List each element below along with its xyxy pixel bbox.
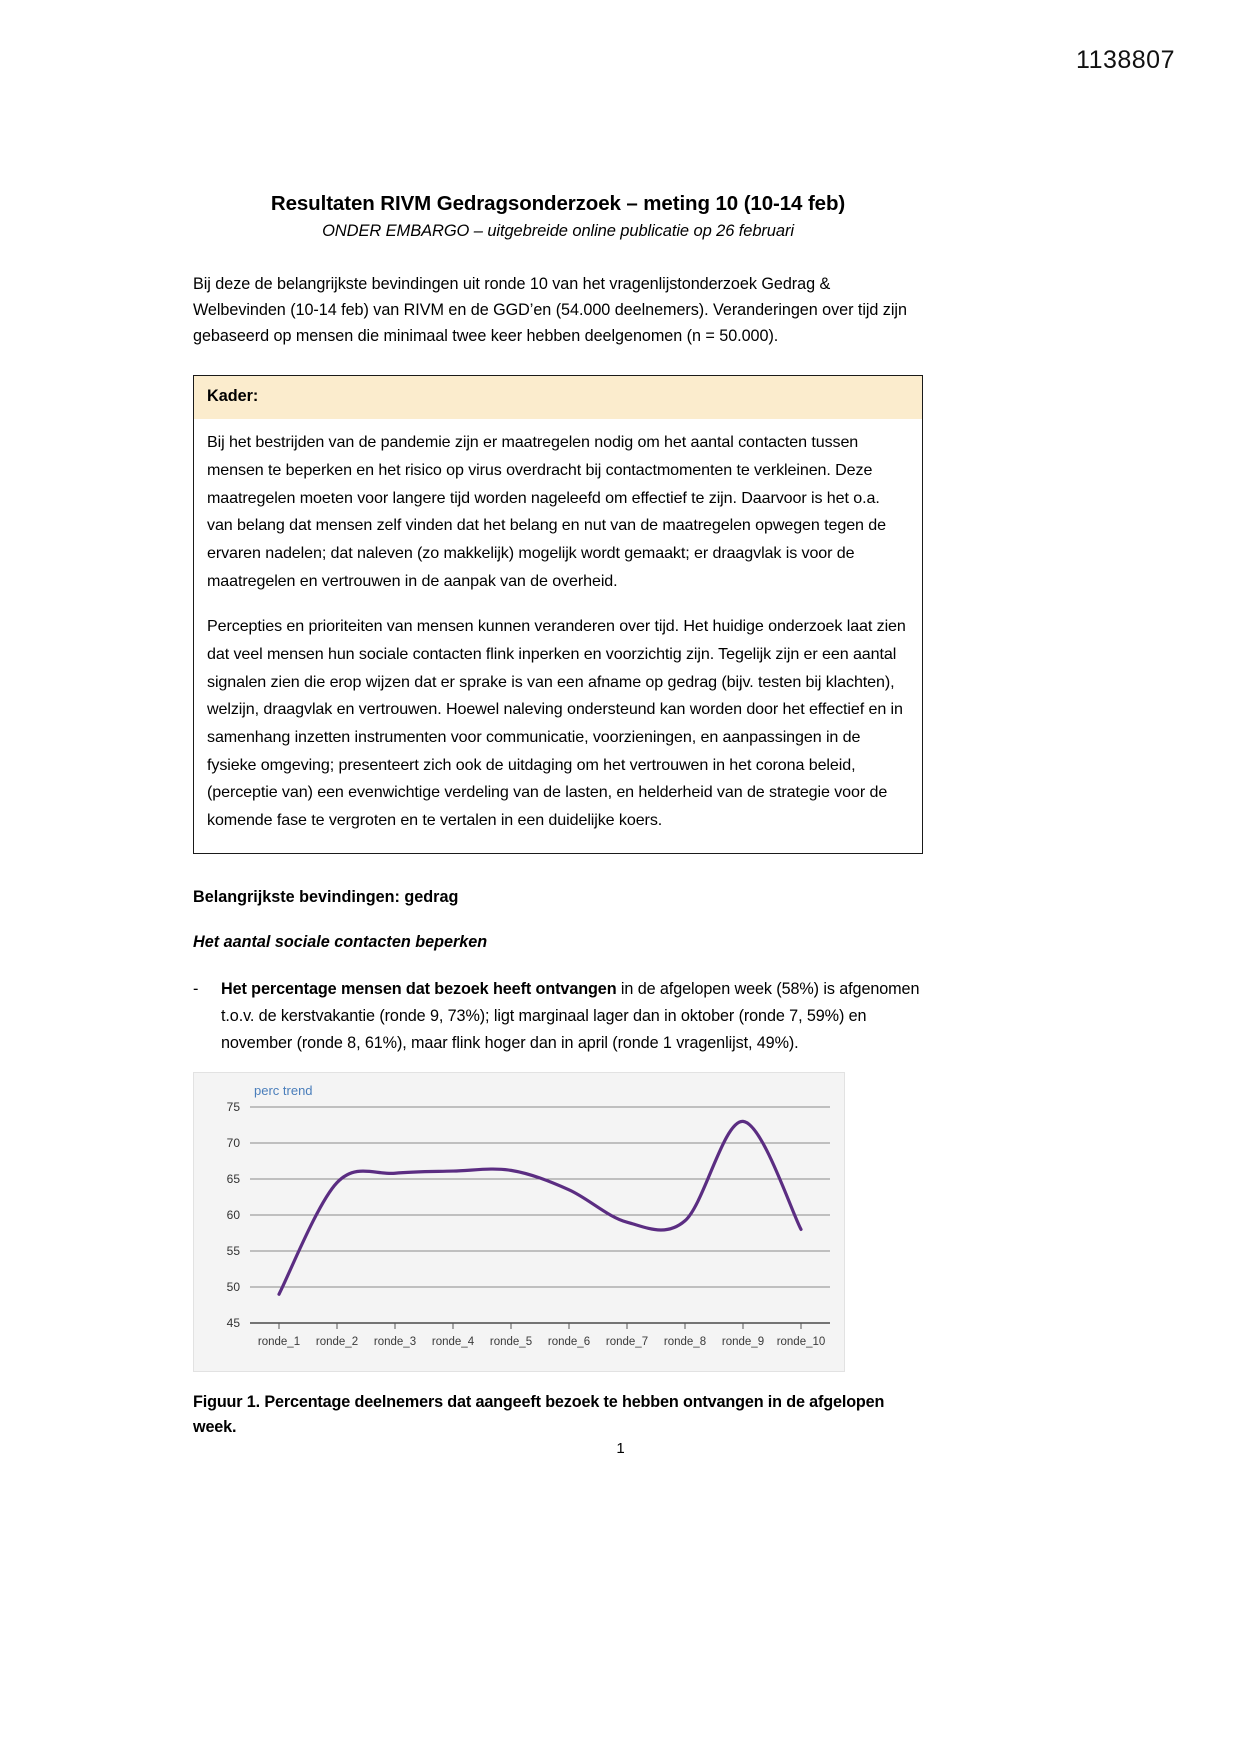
x-axis-tick-label: ronde_3: [373, 1336, 417, 1349]
x-axis-tick-label: ronde_5: [489, 1336, 533, 1349]
bullet-text: [221, 976, 923, 1057]
figure-caption: Figuur 1. Percentage deelnemers dat aangeeft bezoek te hebben ontvangen in de afgelopen week.: [193, 1393, 885, 1436]
kader-body: [194, 419, 922, 852]
page-subtitle: ONDER EMBARGO – uitgebreide online publicatie op 26 februari: [322, 221, 794, 240]
kader-paragraph-2: Percepties en prioriteiten van mensen kunnen veranderen over tijd. Het huidige onderzoek laat zien dat veel mensen hun sociale contacten flink inperken en voorzichtig zijn. Tegelijk zijn er een aantal signalen zien die erop wijzen dat er sprake is van een afname op gedrag (bijv. testen bij klachten), welzijn, draagvlak en vertrouwen. Hoewel naleving ondersteund kan worden door het effectief en in samenhang inzetten instrumenten voor communicatie, voorzieningen, en aanpassingen in de fysieke omgeving; presenteert zich ook de uitdaging om het vertrouwen in het corona beleid, (perceptie van) een evenwichtige verdeling van de lasten, en helderheid van de strategie voor de komende fase te vergroten en te vertalen in een duidelijke koers.: [207, 617, 906, 830]
x-axis-tick-label: ronde_9: [721, 1336, 765, 1349]
page-number: 1: [616, 1440, 625, 1457]
finding-bullet: [193, 976, 923, 1057]
bullet-rest-text: in de afgelopen week (58%) is afgenomen t.o.v. de kerstvakantie (ronde 9, 73%); ligt marginaal lager dan in oktober (ronde 7, 59%) en november (ronde 8, 61%), maar flink hoger dan in april (ronde 1 vragenlijst, 49%).: [221, 979, 920, 1052]
x-axis-tick-label: ronde_8: [663, 1336, 707, 1349]
figure-1-chart: [193, 1072, 845, 1372]
y-axis-tick-label: 55: [226, 1244, 240, 1259]
section-heading-gedrag: Belangrijkste bevindingen: gedrag: [193, 887, 459, 906]
kader-box: [193, 375, 923, 853]
y-axis-tick-label: 75: [226, 1100, 240, 1115]
y-axis-tick-label: 70: [226, 1136, 240, 1151]
x-axis-tick-label: ronde_4: [431, 1336, 475, 1349]
chart-legend-label: perc trend: [254, 1083, 313, 1099]
bullet-bold-lead: Het percentage mensen dat bezoek heeft ontvangen: [221, 979, 617, 998]
x-axis-tick-label: ronde_6: [547, 1336, 591, 1349]
trend-line: [279, 1122, 801, 1295]
page-title: Resultaten RIVM Gedragsonderzoek – meting 10 (10-14 feb): [270, 192, 846, 215]
document-content: [193, 190, 923, 1439]
y-axis-tick-label: 60: [226, 1208, 240, 1223]
y-axis-tick-label: 65: [226, 1172, 240, 1187]
intro-paragraph: Bij deze de belangrijkste bevindingen uit ronde 10 van het vragenlijstonderzoek Gedrag & Welbevinden (10-14 feb) van RIVM en de GGD’en (54.000 deelnemers). Veranderingen over tijd zijn gebaseerd op mensen die minimaal twee keer hebben deelgenomen (n = 50.000).: [193, 274, 907, 346]
subsection-heading-contacten: Het aantal sociale contacten beperken: [193, 932, 488, 951]
x-axis-tick-label: ronde_2: [315, 1336, 359, 1349]
kader-heading: Kader:: [194, 376, 922, 419]
line-chart-svg: [194, 1073, 844, 1371]
document-number: 1138807: [1076, 46, 1175, 74]
bullet-marker: -: [193, 979, 199, 998]
x-axis-tick-label: ronde_7: [605, 1336, 649, 1349]
x-axis-tick-label: ronde_10: [776, 1336, 826, 1349]
y-axis-tick-label: 50: [226, 1280, 240, 1295]
kader-paragraph-1: Bij het bestrijden van de pandemie zijn er maatregelen nodig om het aantal contacten tussen mensen te beperken en het risico op virus overdracht bij contactmomenten te verkleinen. Deze maatregelen moeten voor langere tijd worden nageleefd om effectief te zijn. Daarvoor is het o.a. van belang dat mensen zelf vinden dat het belang en nut van de maatregelen opwegen tegen de ervaren nadelen; dat naleven (zo makkelijk) mogelijk wordt gemaakt; er draagvlak is voor de maatregelen en vertrouwen in de aanpak van de overheid.: [207, 433, 886, 590]
y-axis-tick-label: 45: [226, 1316, 240, 1331]
x-axis-tick-label: ronde_1: [257, 1336, 301, 1349]
